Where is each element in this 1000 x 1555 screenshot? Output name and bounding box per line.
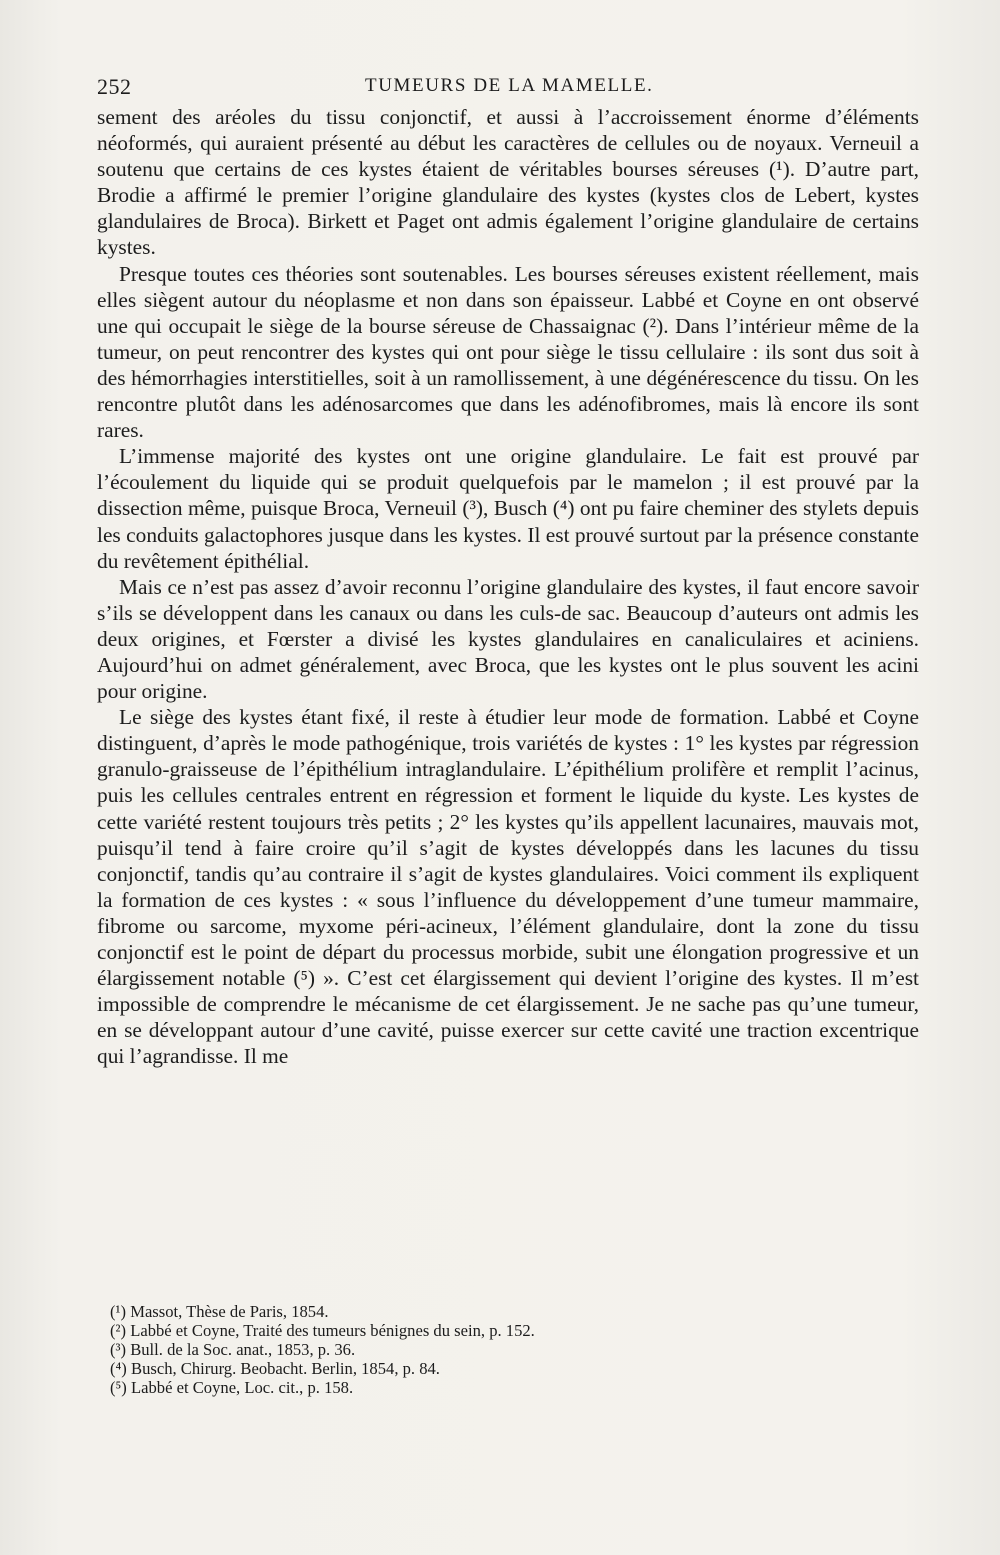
footnote-mark: (⁴) <box>110 1358 127 1378</box>
footnote-mark: (¹) <box>110 1302 127 1321</box>
footnote-1 <box>110 1303 890 1322</box>
footnote-2 <box>110 1322 890 1341</box>
footnote-text: Labbé et Coyne, Traité des tumeurs bénignes du sein, p. 152. <box>130 1320 535 1340</box>
paragraph-5: Le siège des kystes étant fixé, il reste à étudier leur mode de formation. Labbé et Coyne distinguent, d’après le mode pathogénique, trois variétés de kystes : 1° les kystes par régression granulo-graisseuse de l’épithélium intraglandulaire. L’épithélium prolifère et remplit l’acinus, puis les cellules centrales entrent en régression et forment le liquide du kyste. Les kystes de cette variété restent toujours très petits ; 2° les kystes qu’ils appellent lacunaires, mauvais mot, puisqu’il tend à faire croire qu’il s’agit de kystes développés dans les lacunes du tissu conjonctif, tandis qu’au contraire il s’agit de kystes glandulaires. Voici comment ils expliquent la formation de ces kystes : « sous l’influence du développement d’une tumeur mammaire, fibrome ou sarcome, myxome péri-acineux, l’élément glandulaire, dont la zone du tissu conjonctif est le point de départ du processus morbide, subit une élongation progressive et un élargissement notable (⁵) ». C’est cet élargissement qui devient l’origine des kystes. Il m’est impossible de comprendre le mécanisme de cet élargissement. Je ne sache pas qu’une tumeur, en se développant autour d’une cavité, puisse exercer sur cette cavité une traction excentrique qui l’agrandisse. Il me <box>97 705 919 1069</box>
paragraph-1: sement des aréoles du tissu conjonctif, et aussi à l’accroissement énorme d’éléments néoformés, qui auraient présenté au début les caractères de cellules ou de noyaux. Verneuil a soutenu que certains de ces kystes étaient de véritables bourses séreuses (¹). D’autre part, Brodie a affirmé le premier l’origine glandulaire des kystes (kystes clos de Lebert, kystes glandulaires de Broca). Birkett et Paget ont admis également l’origine glandulaire de certains kystes. <box>97 105 919 260</box>
paragraph-4: Mais ce n’est pas assez d’avoir reconnu l’origine glandulaire des kystes, il faut encore savoir s’ils se développent dans les canaux ou dans les culs-de sac. Beaucoup d’auteurs ont admis les deux origines, et Fœrster a divisé les kystes glandulaires en canaliculaires et aciniens. Aujourd’hui on admet généralement, avec Broca, que les kystes ont le plus souvent les acini pour origine. <box>97 574 919 704</box>
running-title: TUMEURS DE LA MAMELLE. <box>365 75 654 96</box>
body-text <box>97 104 919 1069</box>
footnote-text: Labbé et Coyne, Loc. cit., p. 158. <box>131 1377 354 1397</box>
footnote-4 <box>110 1360 890 1379</box>
footnote-text: Massot, Thèse de Paris, 1854. <box>130 1302 329 1321</box>
paragraph-2: Presque toutes ces théories sont soutenables. Les bourses séreuses existent réellement, mais elles siègent autour du néoplasme et non dans son épaisseur. Labbé et Coyne en ont observé une qui occupait le siège de la bourse séreuse de Chassaignac (²). Dans l’intérieur même de la tumeur, on peut rencontrer des kystes qui ont pour siège le tissu cellulaire : ils sont dus soit à des hémorrhagies interstitielles, soit à un ramollissement, à une dégénérescence du tissu. On les rencontre plutôt dans les adénosarcomes que dans les adénofibromes, mais là encore ils sont rares. <box>97 261 919 443</box>
footnote-mark: (⁵) <box>110 1377 127 1397</box>
page-header <box>97 74 917 104</box>
footnote-mark: (²) <box>110 1320 127 1340</box>
footnote-text: Bull. de la Soc. anat., 1853, p. 36. <box>130 1339 356 1359</box>
footnote-3 <box>110 1341 890 1360</box>
paragraph-3: L’immense majorité des kystes ont une origine glandulaire. Le fait est prouvé par l’écoulement du liquide qui se produit quelquefois par le mamelon ; il est prouvé par la dissection même, puisque Broca, Verneuil (³), Busch (⁴) ont pu faire cheminer des stylets depuis les conduits galactophores jusque dans les kystes. Il est prouvé surtout par la présence constante du revêtement épithélial. <box>97 444 919 573</box>
footnote-mark: (³) <box>110 1339 127 1359</box>
footnotes <box>110 1303 890 1398</box>
page-number: 252 <box>97 74 132 99</box>
footnote-5 <box>110 1379 890 1398</box>
footnote-text: Busch, Chirurg. Beobacht. Berlin, 1854, p. 84. <box>131 1358 440 1378</box>
